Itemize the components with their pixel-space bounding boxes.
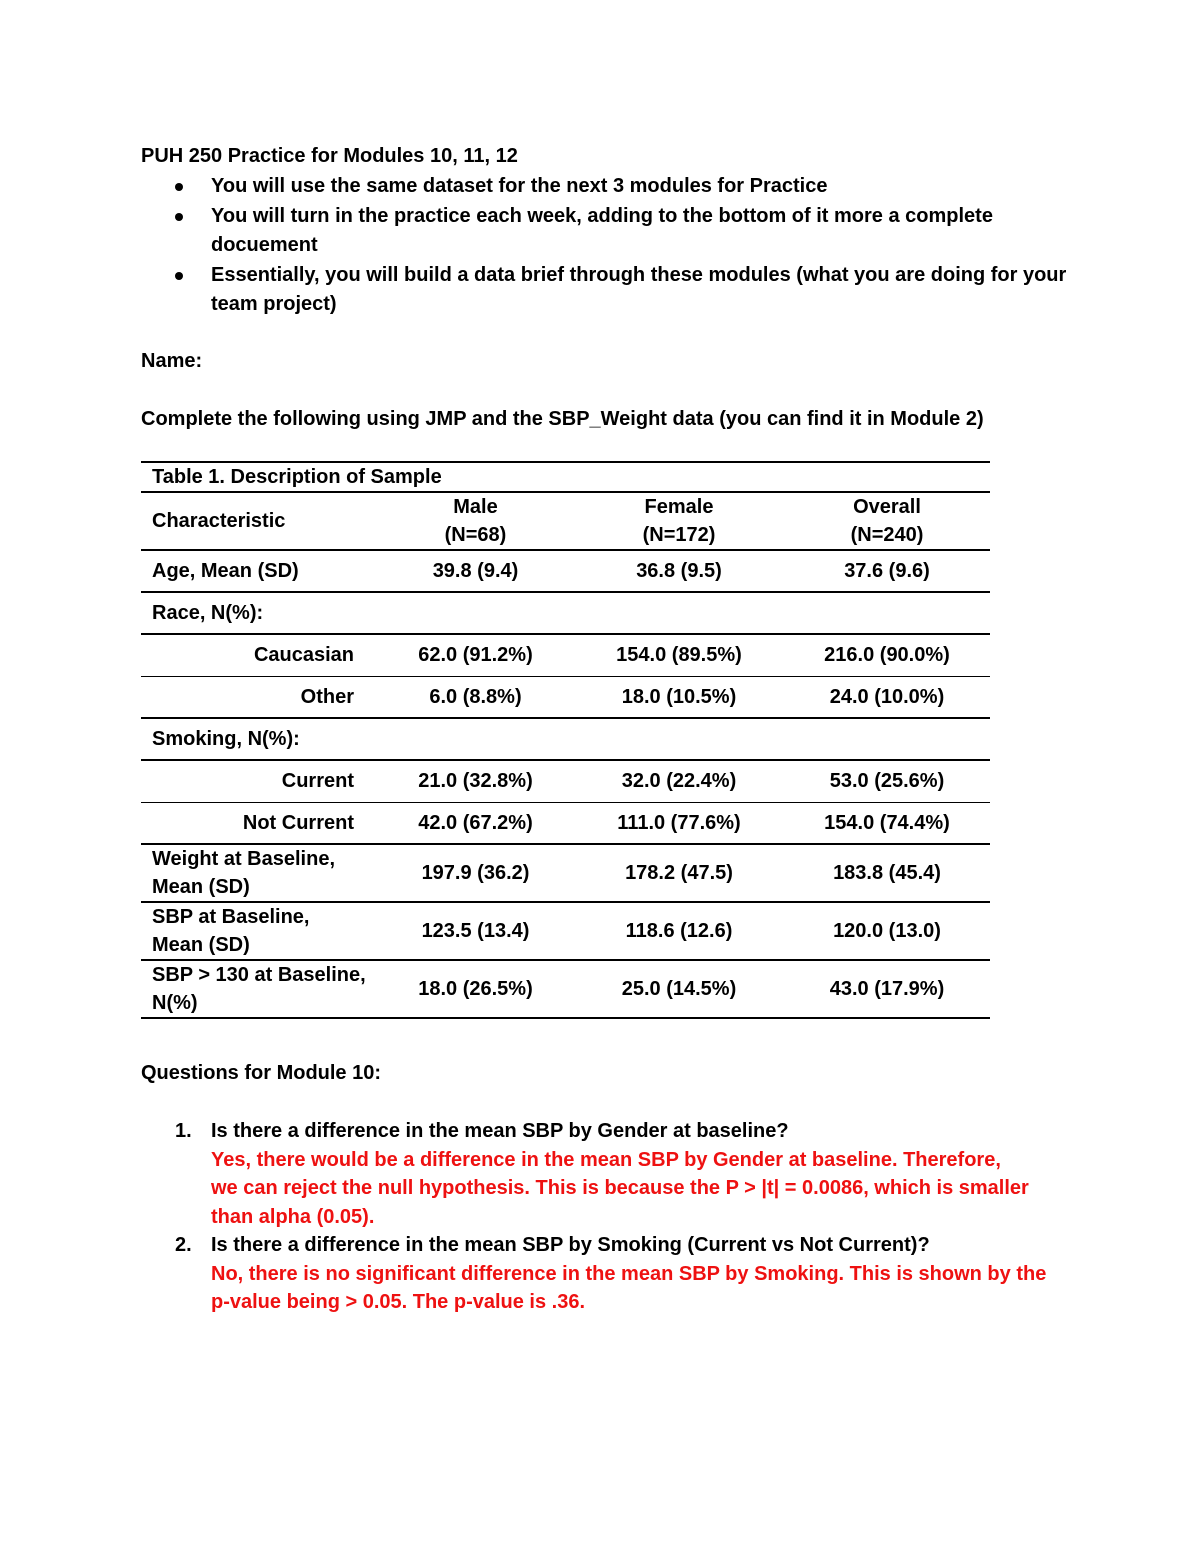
question-item [141, 1117, 1081, 1231]
cell-male: 21.0 (32.8%) [377, 760, 574, 802]
cell-overall: 53.0 (25.6%) [784, 760, 990, 802]
cell-overall: 154.0 (74.4%) [784, 802, 990, 844]
cell-female: 118.6 (12.6) [574, 902, 784, 960]
table-caption-row [141, 462, 990, 492]
cell-overall: 24.0 (10.0%) [784, 676, 990, 718]
instructions-bullet-list [141, 172, 1071, 320]
table-row [141, 676, 990, 718]
cell-male: 6.0 (8.8%) [377, 676, 574, 718]
answer-line: than alpha (0.05). [211, 1205, 375, 1228]
header-characteristic: Characteristic [141, 492, 377, 550]
table-row [141, 550, 990, 592]
cell-overall: 183.8 (45.4) [784, 844, 990, 902]
row-heading-smoking: Smoking, N(%): [141, 718, 990, 760]
row-label: Age, Mean (SD) [141, 550, 377, 592]
bullet-text: You will turn in the practice each week, adding to the bottom of it more a complete docuement [211, 204, 993, 256]
cell-overall: 37.6 (9.6) [784, 550, 990, 592]
name-label: Name: [141, 350, 203, 372]
questions-list [141, 1117, 1081, 1317]
row-label: SBP at Baseline, Mean (SD) [141, 902, 377, 960]
bullet-item [141, 172, 1071, 202]
table-row [141, 844, 990, 902]
row-heading-race: Race, N(%): [141, 592, 990, 634]
table-row [141, 718, 990, 760]
question-number: 1. [175, 1120, 192, 1142]
answer-line: Yes, there would be a difference in the mean SBP by Gender at baseline. Therefore, [211, 1148, 1001, 1171]
description-of-sample-table [141, 461, 990, 1019]
row-label: Caucasian [141, 634, 377, 676]
table-row [141, 802, 990, 844]
bullet-text: Essentially, you will build a data brief through these modules (what you are doing for your team project) [211, 263, 1067, 315]
question-text: Is there a difference in the mean SBP by Gender at baseline? [211, 1120, 789, 1142]
cell-male: 39.8 (9.4) [377, 550, 574, 592]
cell-female: 18.0 (10.5%) [574, 676, 784, 718]
document-title: PUH 250 Practice for Modules 10, 11, 12 [141, 145, 518, 167]
table-header-row [141, 492, 990, 550]
row-label: Not Current [141, 802, 377, 844]
row-label: Other [141, 676, 377, 718]
cell-overall: 120.0 (13.0) [784, 902, 990, 960]
bullet-item [141, 202, 1071, 261]
cell-female: 25.0 (14.5%) [574, 960, 784, 1018]
answer-line: No, there is no significant difference in the mean SBP by Smoking. This is shown by the [211, 1262, 1047, 1285]
question-text: Is there a difference in the mean SBP by Smoking (Current vs Not Current)? [211, 1234, 930, 1256]
instruction-text: Complete the following using JMP and the SBP_Weight data (you can find it in Module 2) [141, 408, 984, 430]
header-female: Female (N=172) [574, 492, 784, 550]
cell-male: 62.0 (91.2%) [377, 634, 574, 676]
cell-male: 18.0 (26.5%) [377, 960, 574, 1018]
bullet-item [141, 261, 1071, 320]
table-row [141, 902, 990, 960]
cell-male: 197.9 (36.2) [377, 844, 574, 902]
row-label: SBP > 130 at Baseline, N(%) [141, 960, 377, 1018]
answer-line: we can reject the null hypothesis. This is because the P > |t| = 0.0086, which is smaller [211, 1177, 1029, 1199]
question-number: 2. [175, 1234, 192, 1256]
questions-heading: Questions for Module 10: [141, 1062, 382, 1084]
bullet-dot-icon [175, 183, 183, 191]
table-caption: Table 1. Description of Sample [141, 462, 990, 492]
bullet-text: You will use the same dataset for the next 3 modules for Practice [211, 175, 828, 197]
bullet-dot-icon [175, 272, 183, 280]
bullet-dot-icon [175, 213, 183, 221]
header-overall: Overall (N=240) [784, 492, 990, 550]
cell-female: 36.8 (9.5) [574, 550, 784, 592]
answer-line: p-value being > 0.05. The p-value is .36. [211, 1291, 586, 1313]
cell-female: 32.0 (22.4%) [574, 760, 784, 802]
question-item [141, 1231, 1081, 1317]
table-row [141, 634, 990, 676]
cell-overall: 216.0 (90.0%) [784, 634, 990, 676]
table-row [141, 592, 990, 634]
header-male: Male (N=68) [377, 492, 574, 550]
cell-female: 111.0 (77.6%) [574, 802, 784, 844]
row-label: Current [141, 760, 377, 802]
table-row [141, 760, 990, 802]
cell-female: 154.0 (89.5%) [574, 634, 784, 676]
cell-female: 178.2 (47.5) [574, 844, 784, 902]
cell-male: 42.0 (67.2%) [377, 802, 574, 844]
row-label: Weight at Baseline, Mean (SD) [141, 844, 377, 902]
table-row [141, 960, 990, 1018]
cell-male: 123.5 (13.4) [377, 902, 574, 960]
cell-overall: 43.0 (17.9%) [784, 960, 990, 1018]
